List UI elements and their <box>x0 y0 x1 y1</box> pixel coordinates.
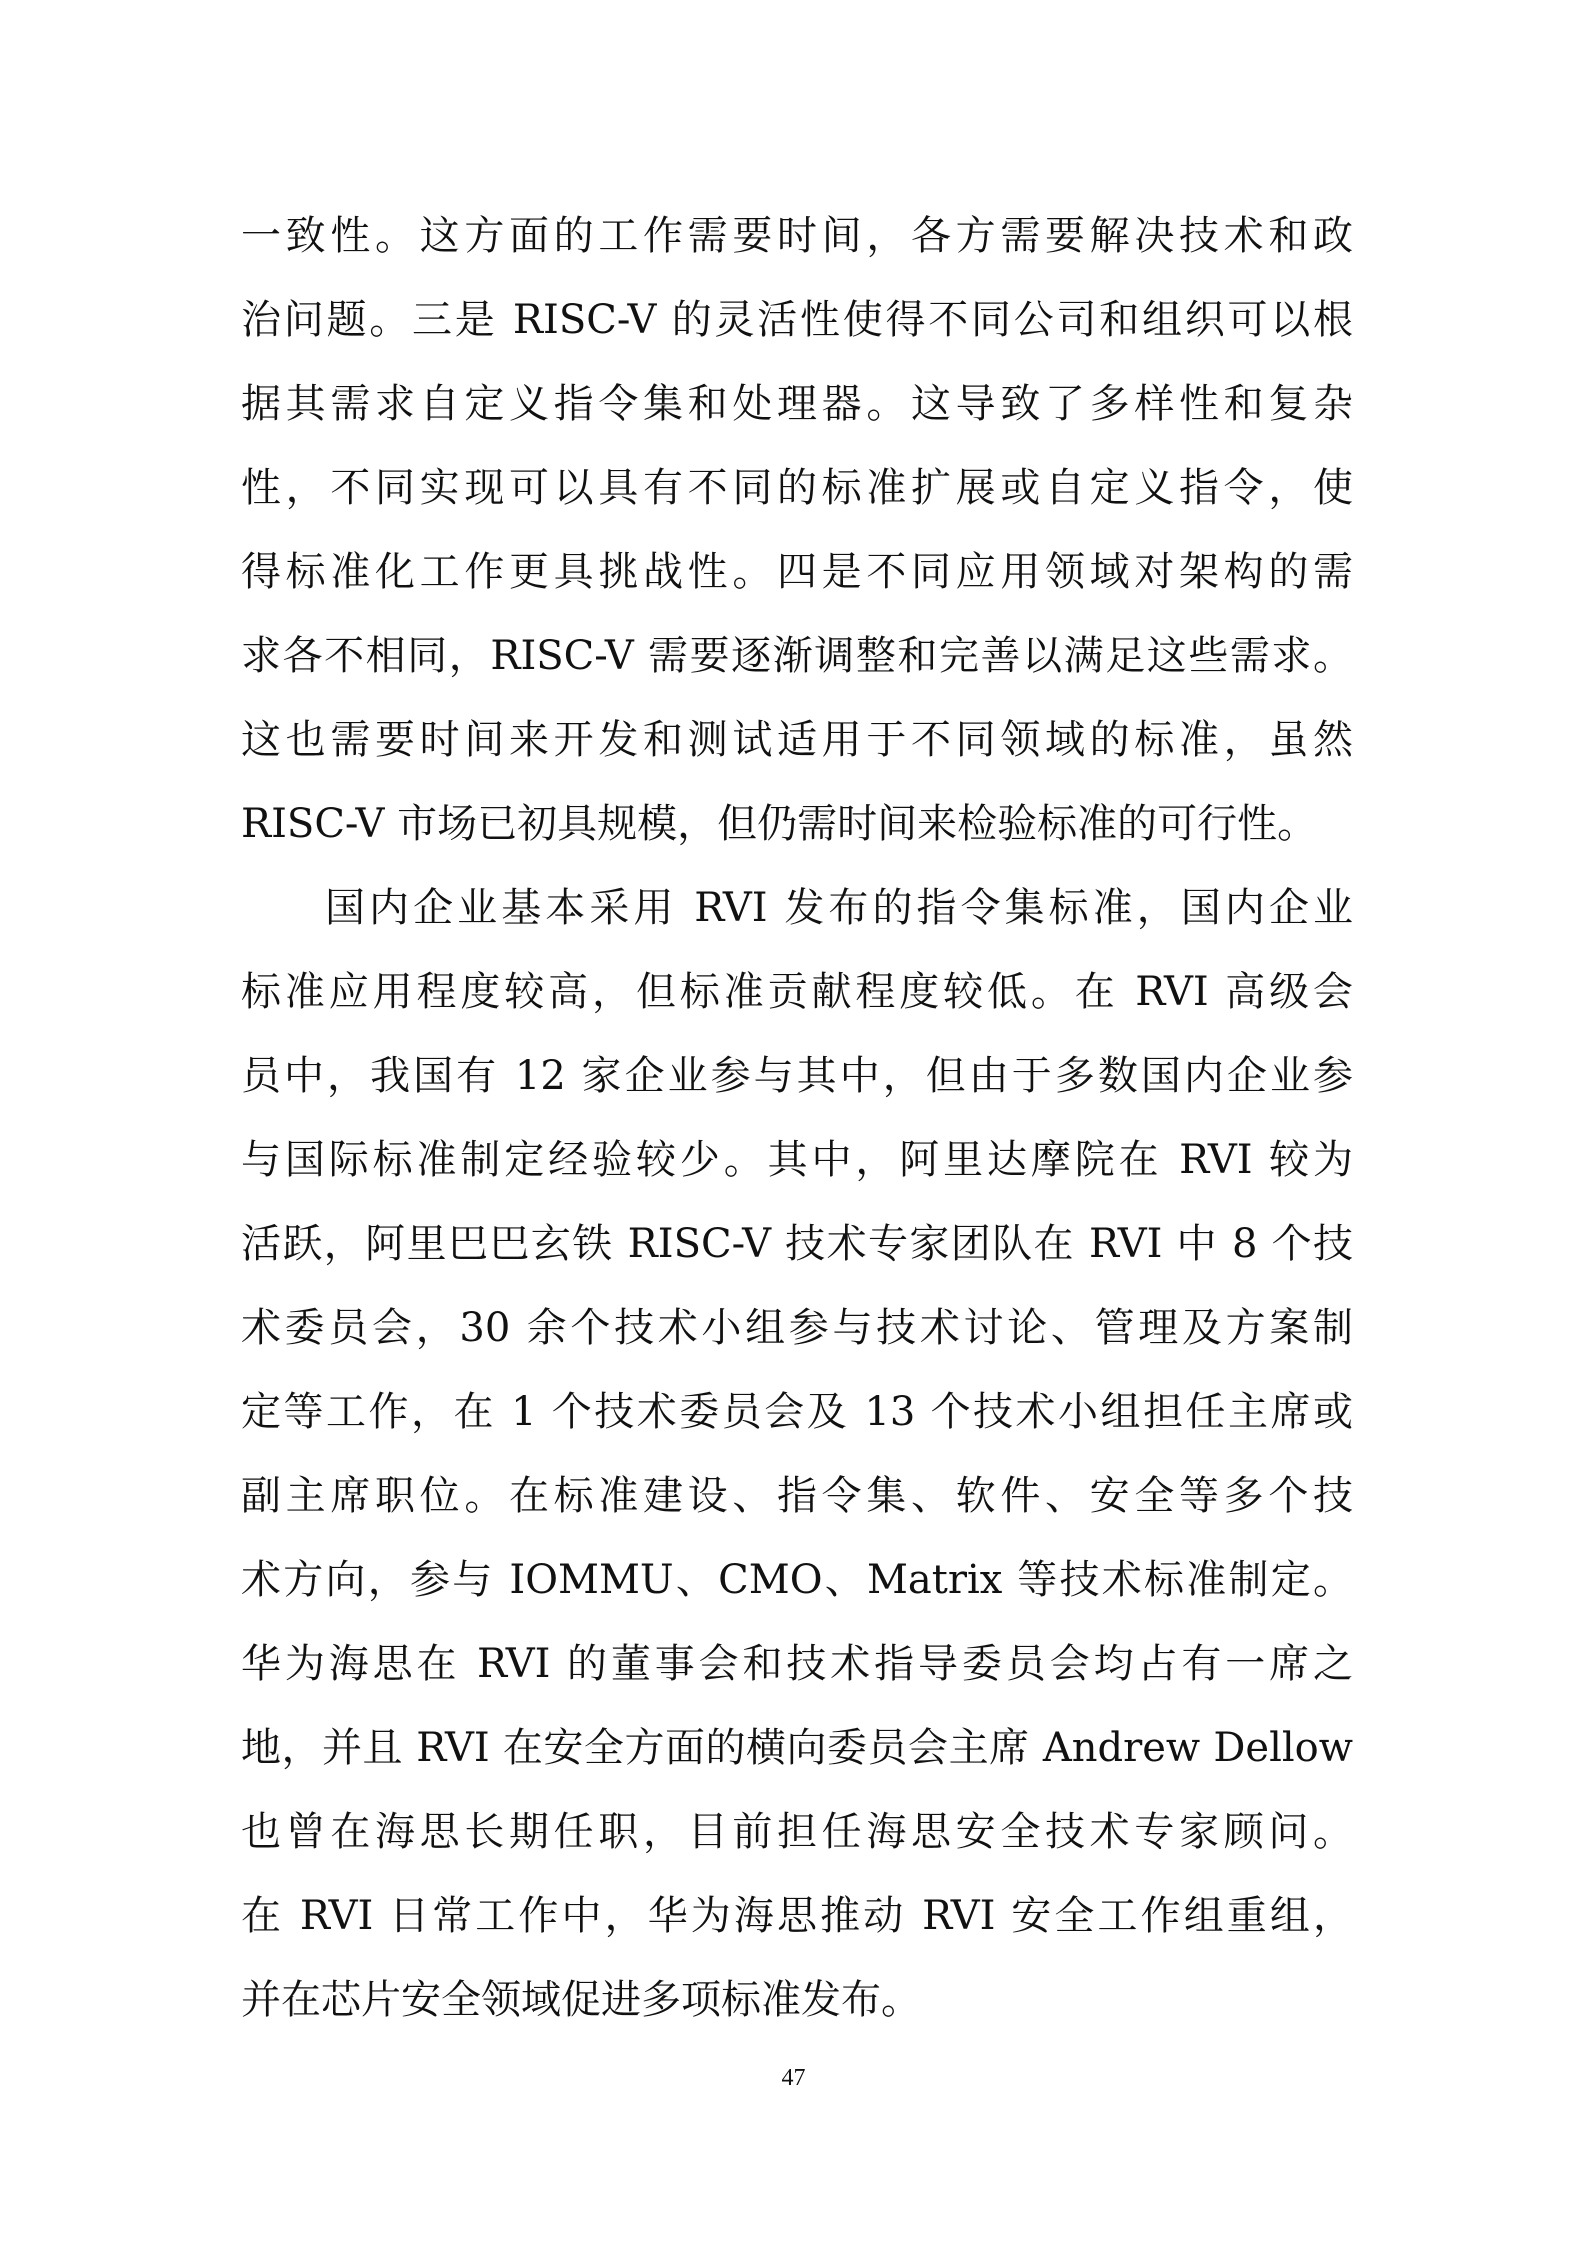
paragraph-2-line-14: 并在芯片安全领域促进多项标准发布。 <box>241 1977 921 2023</box>
paragraph-2-line-9: 术方向，参与 IOMMU、CMO、Matrix 等技术标准制定。 <box>241 1557 1353 1603</box>
paragraph-2-line-2: 标准应用程度较高，但标准贡献程度较低。在 RVI 高级会 <box>241 969 1353 1015</box>
paragraph-2-line-1: 国内企业基本采用 RVI 发布的指令集标准，国内企业 <box>325 885 1353 931</box>
paragraph-1-line-6: 求各不相同，RISC-V 需要逐渐调整和完善以满足这些需求。 <box>241 633 1353 679</box>
paragraph-1-line-8: RISC-V 市场已初具规模，但仍需时间来检验标准的可行性。 <box>241 801 1318 847</box>
paragraph-2-line-7: 定等工作，在 1 个技术委员会及 13 个技术小组担任主席或 <box>241 1389 1353 1435</box>
paragraph-1-line-3: 据其需求自定义指令集和处理器。这导致了多样性和复杂 <box>241 381 1353 427</box>
paragraph-1-line-2: 治问题。三是 RISC-V 的灵活性使得不同公司和组织可以根 <box>241 297 1353 343</box>
page-number: 47 <box>781 2065 806 2091</box>
paragraph-2-line-3: 员中，我国有 12 家企业参与其中，但由于多数国内企业参 <box>241 1053 1353 1099</box>
paragraph-2-line-8: 副主席职位。在标准建设、指令集、软件、安全等多个技 <box>241 1473 1353 1519</box>
paragraph-2-line-6: 术委员会，30 余个技术小组参与技术讨论、管理及方案制 <box>241 1305 1353 1351</box>
paragraph-1-line-5: 得标准化工作更具挑战性。四是不同应用领域对架构的需 <box>241 549 1353 595</box>
paragraph-2-line-11: 地，并且 RVI 在安全方面的横向委员会主席 Andrew Dellow <box>241 1725 1353 1771</box>
paragraph-1-line-1: 一致性。这方面的工作需要时间，各方需要解决技术和政 <box>241 213 1353 259</box>
body-text <box>241 194 1353 2042</box>
paragraph-2-line-4: 与国际标准制定经验较少。其中，阿里达摩院在 RVI 较为 <box>241 1137 1353 1183</box>
paragraph-1-line-4: 性，不同实现可以具有不同的标准扩展或自定义指令，使 <box>241 465 1353 511</box>
paragraph-2-line-12: 也曾在海思长期任职，目前担任海思安全技术专家顾问。 <box>241 1809 1353 1855</box>
paragraph-2-line-5: 活跃，阿里巴巴玄铁 RISC-V 技术专家团队在 RVI 中 8 个技 <box>241 1221 1353 1267</box>
paragraph-2-line-13: 在 RVI 日常工作中，华为海思推动 RVI 安全工作组重组， <box>241 1893 1353 1939</box>
paragraph-2-line-10: 华为海思在 RVI 的董事会和技术指导委员会均占有一席之 <box>241 1641 1353 1687</box>
paragraph-1-line-7: 这也需要时间来开发和测试适用于不同领域的标准，虽然 <box>241 717 1353 763</box>
